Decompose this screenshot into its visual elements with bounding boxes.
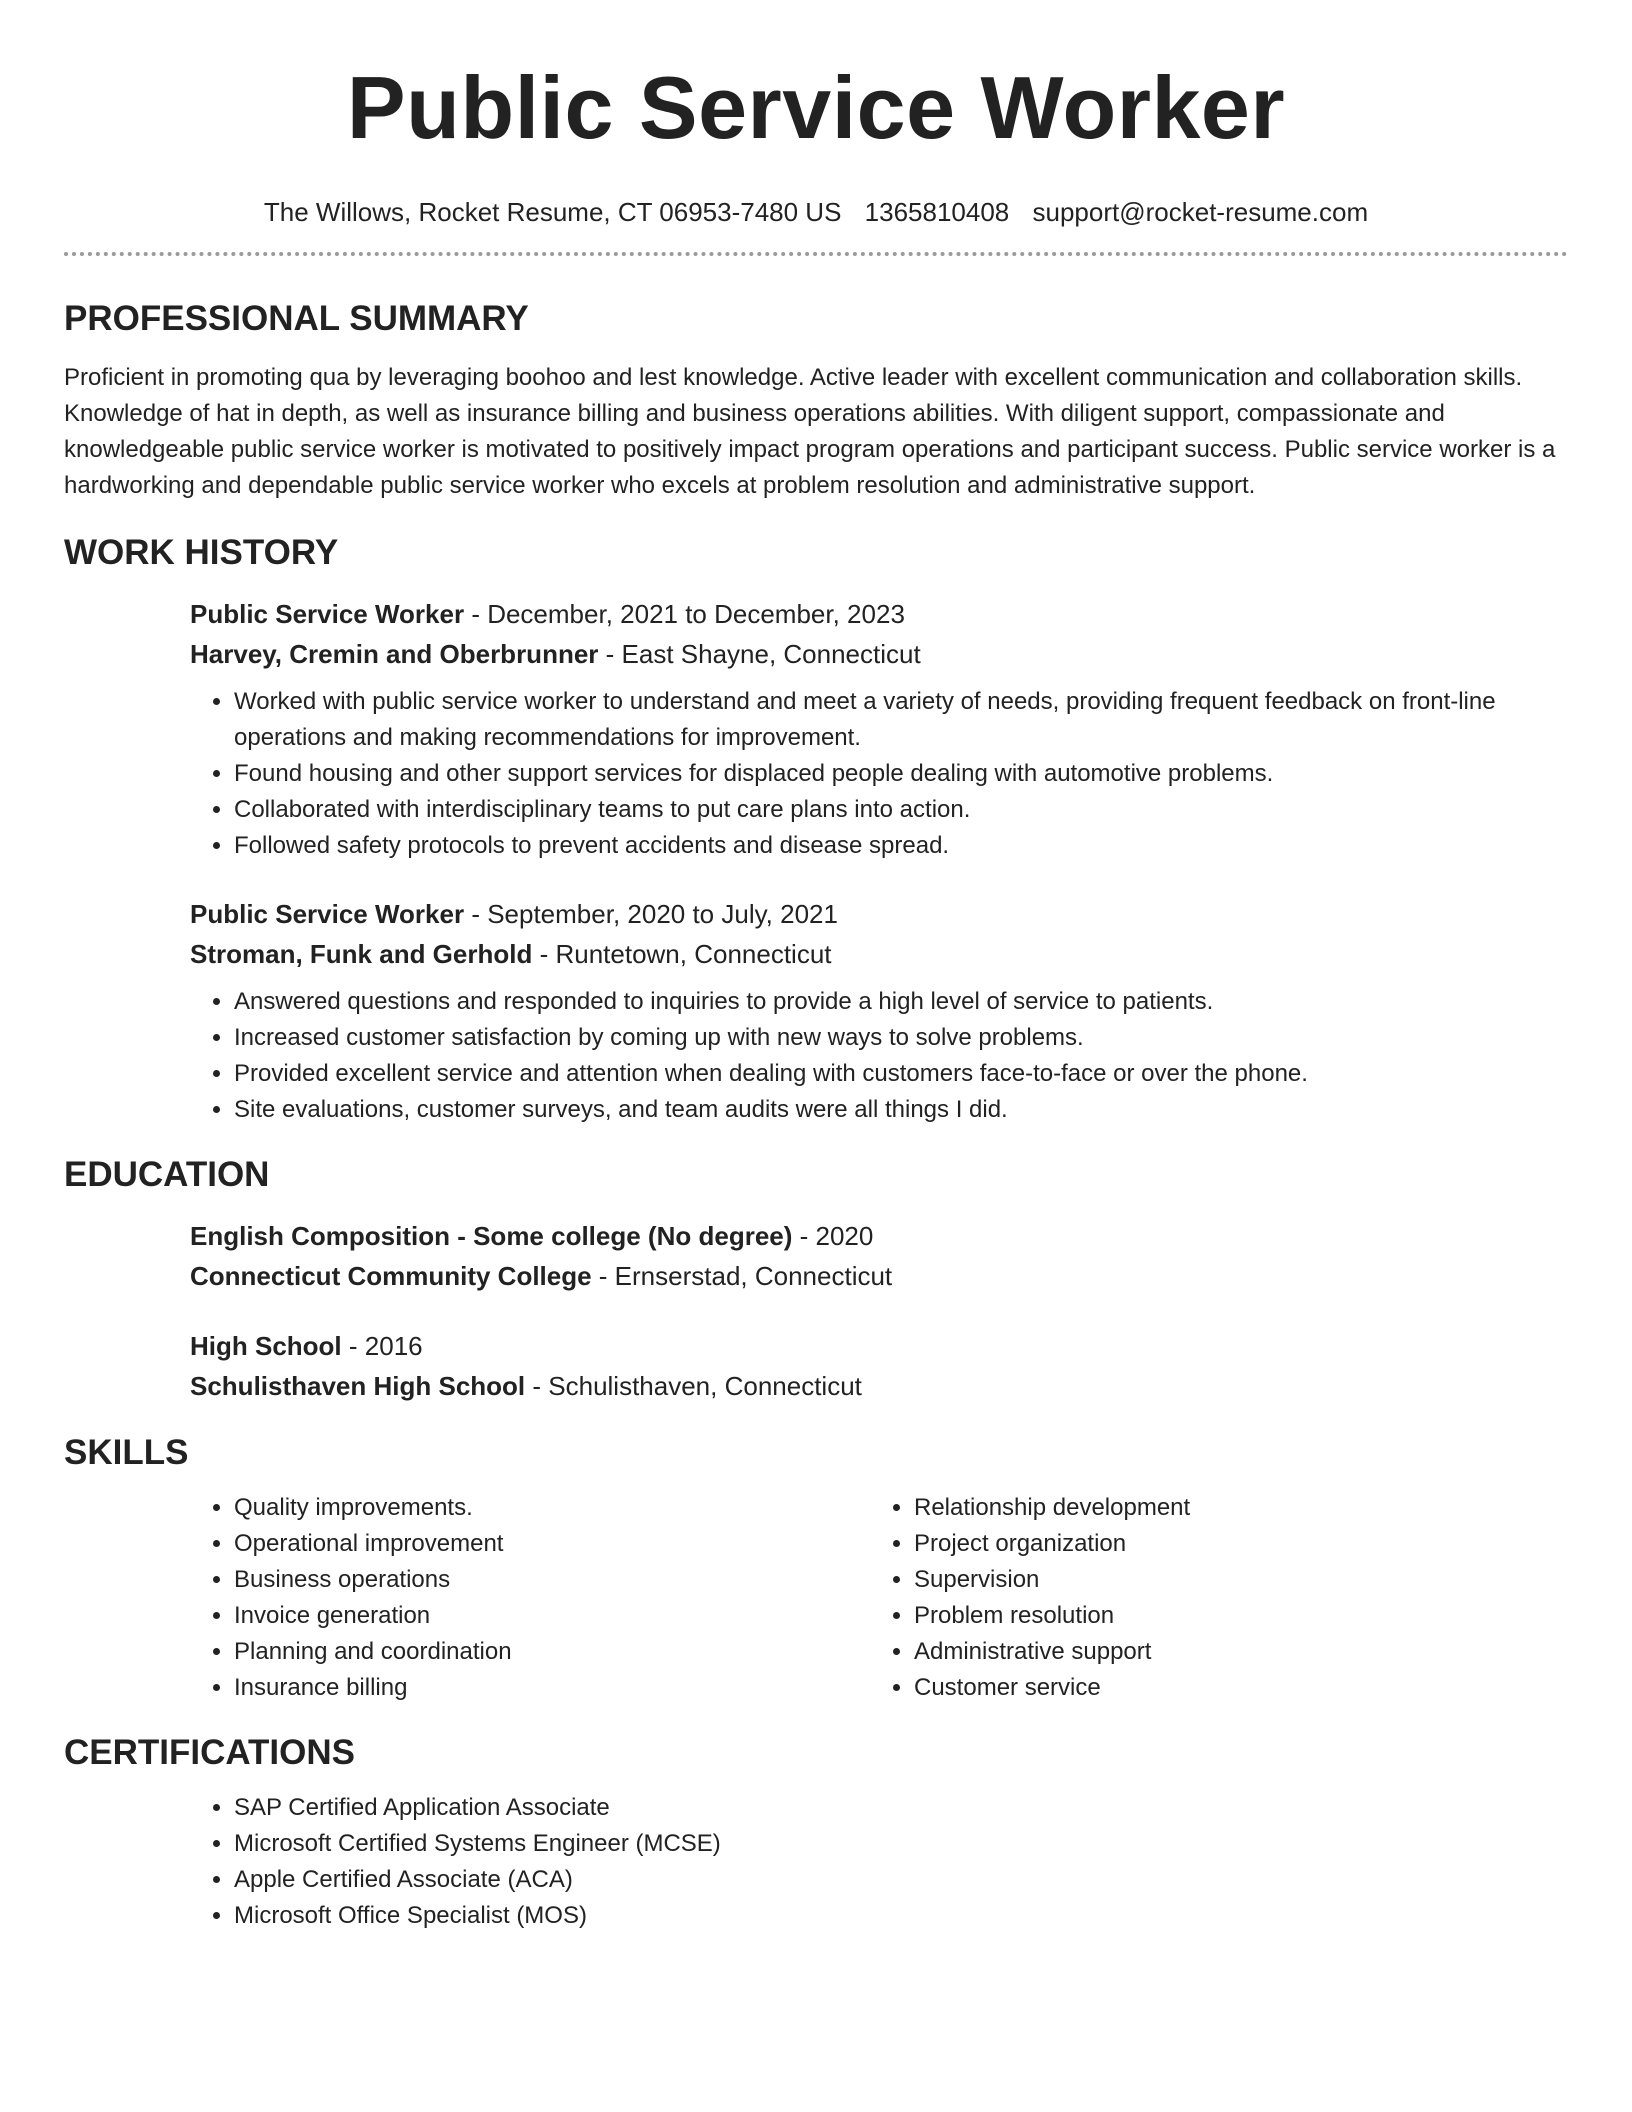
degree-year: - 2020 (792, 1221, 874, 1251)
school-line (190, 1256, 1568, 1296)
contact-line (64, 196, 1568, 228)
job-role: Public Service Worker (190, 899, 465, 929)
list-item: • Project organization (914, 1526, 1550, 1562)
list-item: • SAP Certified Application Associate (234, 1790, 1568, 1826)
list-item: • Supervision (914, 1562, 1550, 1598)
education-entry (190, 1216, 1568, 1296)
header-divider (64, 252, 1568, 256)
list-item: • Business operations (234, 1562, 870, 1598)
summary-text: Proficient in promoting qua by leveraging boohoo and lest knowledge. Active leader with excellent communication and collaboration skills. Knowledge of hat in depth, as well as insurance billing and business operations abilities. With diligent support, compassionate and knowledgeable public service worker is motivated to positively impact program operations and participant success. Public service worker is a hardworking and dependable public service worker who excels at problem resolution and administrative support. (64, 364, 1556, 499)
skills-column-left (190, 1490, 870, 1706)
contact-email: support@rocket-resume.com (1032, 197, 1369, 227)
list-item: • Collaborated with interdisciplinary teams to put care plans into action. (234, 792, 1568, 828)
skills-grid (190, 1490, 1568, 1706)
summary-heading: PROFESSIONAL SUMMARY (64, 299, 529, 338)
list-item: • Administrative support (914, 1634, 1550, 1670)
job-company: Harvey, Cremin and Oberbrunner (190, 639, 599, 669)
list-item: • Followed safety protocols to prevent accidents and disease spread. (234, 828, 1568, 864)
degree-name: High School (190, 1331, 342, 1361)
list-item: • Relationship development (914, 1490, 1550, 1526)
list-item: • Answered questions and responded to inquiries to provide a high level of service to patients. (234, 984, 1568, 1020)
list-item: • Planning and coordination (234, 1634, 870, 1670)
job-location: - Runtetown, Connecticut (532, 939, 832, 969)
contact-phone: 1365810408 (864, 197, 1010, 227)
list-item: • Worked with public service worker to understand and meet a variety of needs, providing frequent feedback on front-line operations and making recommendations for improvement. (234, 684, 1568, 756)
education-heading: EDUCATION (64, 1155, 270, 1194)
list-item: • Microsoft Certified Systems Engineer (MCSE) (234, 1826, 1568, 1862)
school-location: - Schulisthaven, Connecticut (525, 1371, 862, 1401)
list-item: • Customer service (914, 1670, 1550, 1706)
skills-heading: SKILLS (64, 1433, 189, 1472)
certifications-heading: CERTIFICATIONS (64, 1733, 356, 1772)
job-role: Public Service Worker (190, 599, 465, 629)
skills-column-right (870, 1490, 1550, 1706)
job-company-line (190, 934, 1568, 974)
list-item: • Quality improvements. (234, 1490, 870, 1526)
job-dates: - December, 2021 to December, 2023 (464, 599, 905, 629)
degree-line (190, 1326, 1568, 1366)
school-name: Schulisthaven High School (190, 1371, 526, 1401)
school-name: Connecticut Community College (190, 1261, 592, 1291)
degree-name: English Composition - Some college (No degree) (190, 1221, 793, 1251)
certifications-block (190, 1790, 1568, 1934)
skills-list (190, 1490, 870, 1706)
job-location: - East Shayne, Connecticut (598, 639, 921, 669)
list-item: • Apple Certified Associate (ACA) (234, 1862, 1568, 1898)
list-item: • Operational improvement (234, 1526, 870, 1562)
job-duties-list (190, 984, 1568, 1128)
school-line (190, 1366, 1568, 1406)
job-entry (190, 594, 1568, 864)
degree-line (190, 1216, 1568, 1256)
education-entry (190, 1326, 1568, 1406)
list-item: • Problem resolution (914, 1598, 1550, 1634)
job-company: Stroman, Funk and Gerhold (190, 939, 533, 969)
list-item: • Increased customer satisfaction by coming up with new ways to solve problems. (234, 1020, 1568, 1056)
degree-year: - 2016 (341, 1331, 423, 1361)
work-history-heading: WORK HISTORY (64, 533, 339, 572)
list-item: • Found housing and other support services for displaced people dealing with automotive problems. (234, 756, 1568, 792)
contact-address: The Willows, Rocket Resume, CT 06953-7480 US (263, 197, 842, 227)
list-item: • Microsoft Office Specialist (MOS) (234, 1898, 1568, 1934)
school-location: - Ernserstad, Connecticut (591, 1261, 893, 1291)
list-item: • Site evaluations, customer surveys, and team audits were all things I did. (234, 1092, 1568, 1128)
job-entry (190, 894, 1568, 1128)
job-company-line (190, 634, 1568, 674)
job-duties-list (190, 684, 1568, 864)
job-title-line (190, 594, 1568, 634)
skills-list (870, 1490, 1550, 1706)
certifications-list (190, 1790, 1568, 1934)
candidate-name: Public Service Worker (346, 58, 1286, 157)
job-dates: - September, 2020 to July, 2021 (464, 899, 838, 929)
list-item: • Provided excellent service and attention when dealing with customers face-to-face or over the phone. (234, 1056, 1568, 1092)
job-title-line (190, 894, 1568, 934)
list-item: • Invoice generation (234, 1598, 870, 1634)
list-item: • Insurance billing (234, 1670, 870, 1706)
